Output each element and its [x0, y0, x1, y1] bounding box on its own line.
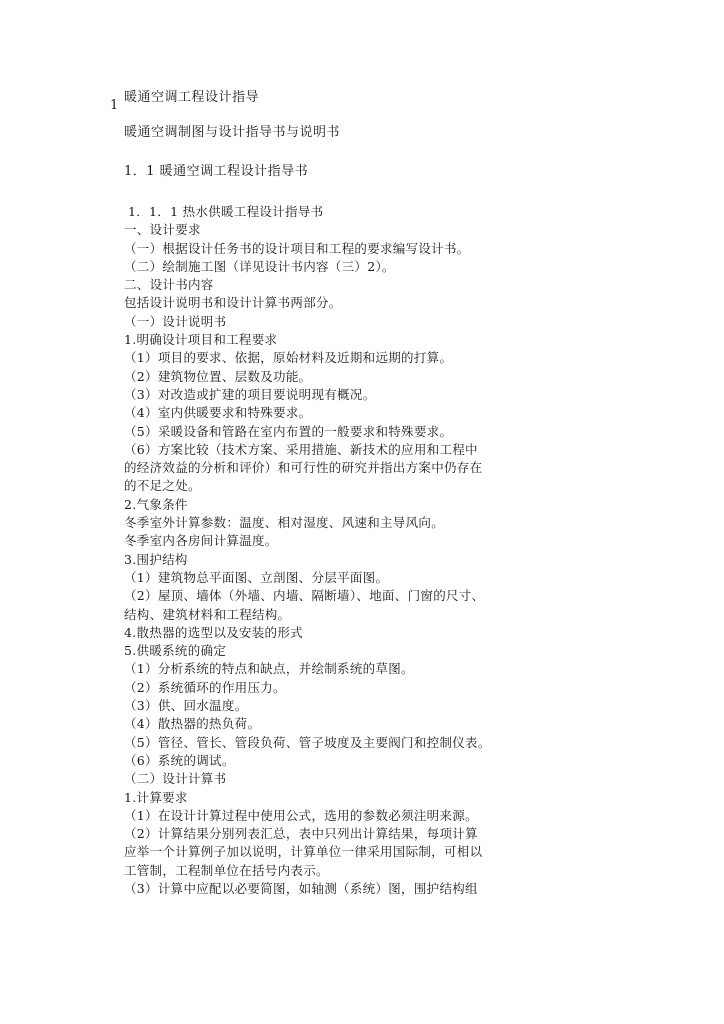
- chapter-heading: 暖通空调制图与设计指导书与说明书: [124, 125, 341, 140]
- text-line: 包括设计说明书和设计计算书两部分。: [124, 295, 342, 311]
- text-line: 一、设计要求: [124, 222, 201, 238]
- text-line: （3）计算中应配以必要简图，如轴测（系统）图，围护结构组: [124, 880, 478, 896]
- text-line: （4）散热器的热负荷。: [124, 716, 261, 732]
- text-line: （1）在设计计算过程中使用公式，选用的参数必须注明来源。: [124, 807, 478, 823]
- text-line: 应举一个计算例子加以说明，计算单位一律采用国际制，可相以: [124, 844, 483, 860]
- text-line: 1.明确设计项目和工程要求: [124, 332, 278, 348]
- text-line: （2）屋顶、墙体（外墙、内墙、隔断墙）、地面、门窗的尺寸、: [124, 588, 485, 604]
- section-heading: 1．1 暖通空调工程设计指导书: [124, 164, 309, 179]
- text-line: （一）设计说明书: [124, 313, 227, 329]
- text-line: 4.散热器的选型以及安装的形式: [124, 624, 303, 640]
- text-line: （一）根据设计任务书的设计项目和工程的要求编写设计书。: [124, 240, 470, 256]
- text-line: （6）系统的调试。: [124, 752, 235, 768]
- text-line: 结构、建筑材料和工程结构。: [124, 606, 291, 622]
- text-line: 2.气象条件: [124, 496, 188, 512]
- text-line: 1.计算要求: [124, 789, 188, 805]
- text-line: （2）建筑物位置、层数及功能。: [124, 368, 312, 384]
- text-line: 工管制，工程制单位在括号内表示。: [124, 862, 329, 878]
- page-number: 1: [110, 98, 119, 113]
- text-line: （3）对改造或扩建的项目要说明现有概况。: [124, 386, 376, 402]
- text-line: （2）计算结果分别列表汇总，表中只列出计算结果，每项计算: [124, 826, 478, 842]
- text-line: （6）方案比较（技术方案、采用措施、新技术的应用和工程中: [124, 441, 478, 457]
- text-line: （4）室内供暖要求和特殊要求。: [124, 405, 312, 421]
- text-line: 的经济效益的分析和评价）和可行性的研究并指出方案中仍存在: [124, 460, 483, 476]
- text-line: （3）供、回水温度。: [124, 698, 248, 714]
- text-line: 冬季室内各房间计算温度。: [124, 533, 278, 549]
- text-line: 冬季室外计算参数：温度、相对湿度、风速和主导风向。: [124, 515, 445, 531]
- subsection-heading: 1．1．1 热水供暖工程设计指导书: [128, 204, 324, 219]
- text-line: 3.围护结构: [124, 551, 188, 567]
- text-line: （1）建筑物总平面图、立剖图、分层平面图。: [124, 569, 389, 585]
- body-text: [124, 203, 494, 898]
- text-line: 5.供暖系统的确定: [124, 643, 227, 659]
- text-line: （5）采暖设备和管路在室内布置的一般要求和特殊要求。: [124, 423, 453, 439]
- text-line: （2）系统循环的作用压力。: [124, 679, 286, 695]
- text-line: （1）分析系统的特点和缺点，并绘制系统的草图。: [124, 661, 414, 677]
- text-line: （二）绘制施工图（详见设计书内容（三）2）。: [124, 258, 395, 274]
- document-title: 暖通空调工程设计指导: [124, 90, 260, 105]
- text-line: （二）设计计算书: [124, 771, 227, 787]
- text-line: （1）项目的要求、依据，原始材料及近期和远期的打算。: [124, 350, 453, 366]
- text-line: （5）管径、管长、管段负荷、管子坡度及主要阀门和控制仪表。: [124, 734, 491, 750]
- text-line: 二、设计书内容: [124, 277, 214, 293]
- text-line: 的不足之处。: [124, 478, 201, 494]
